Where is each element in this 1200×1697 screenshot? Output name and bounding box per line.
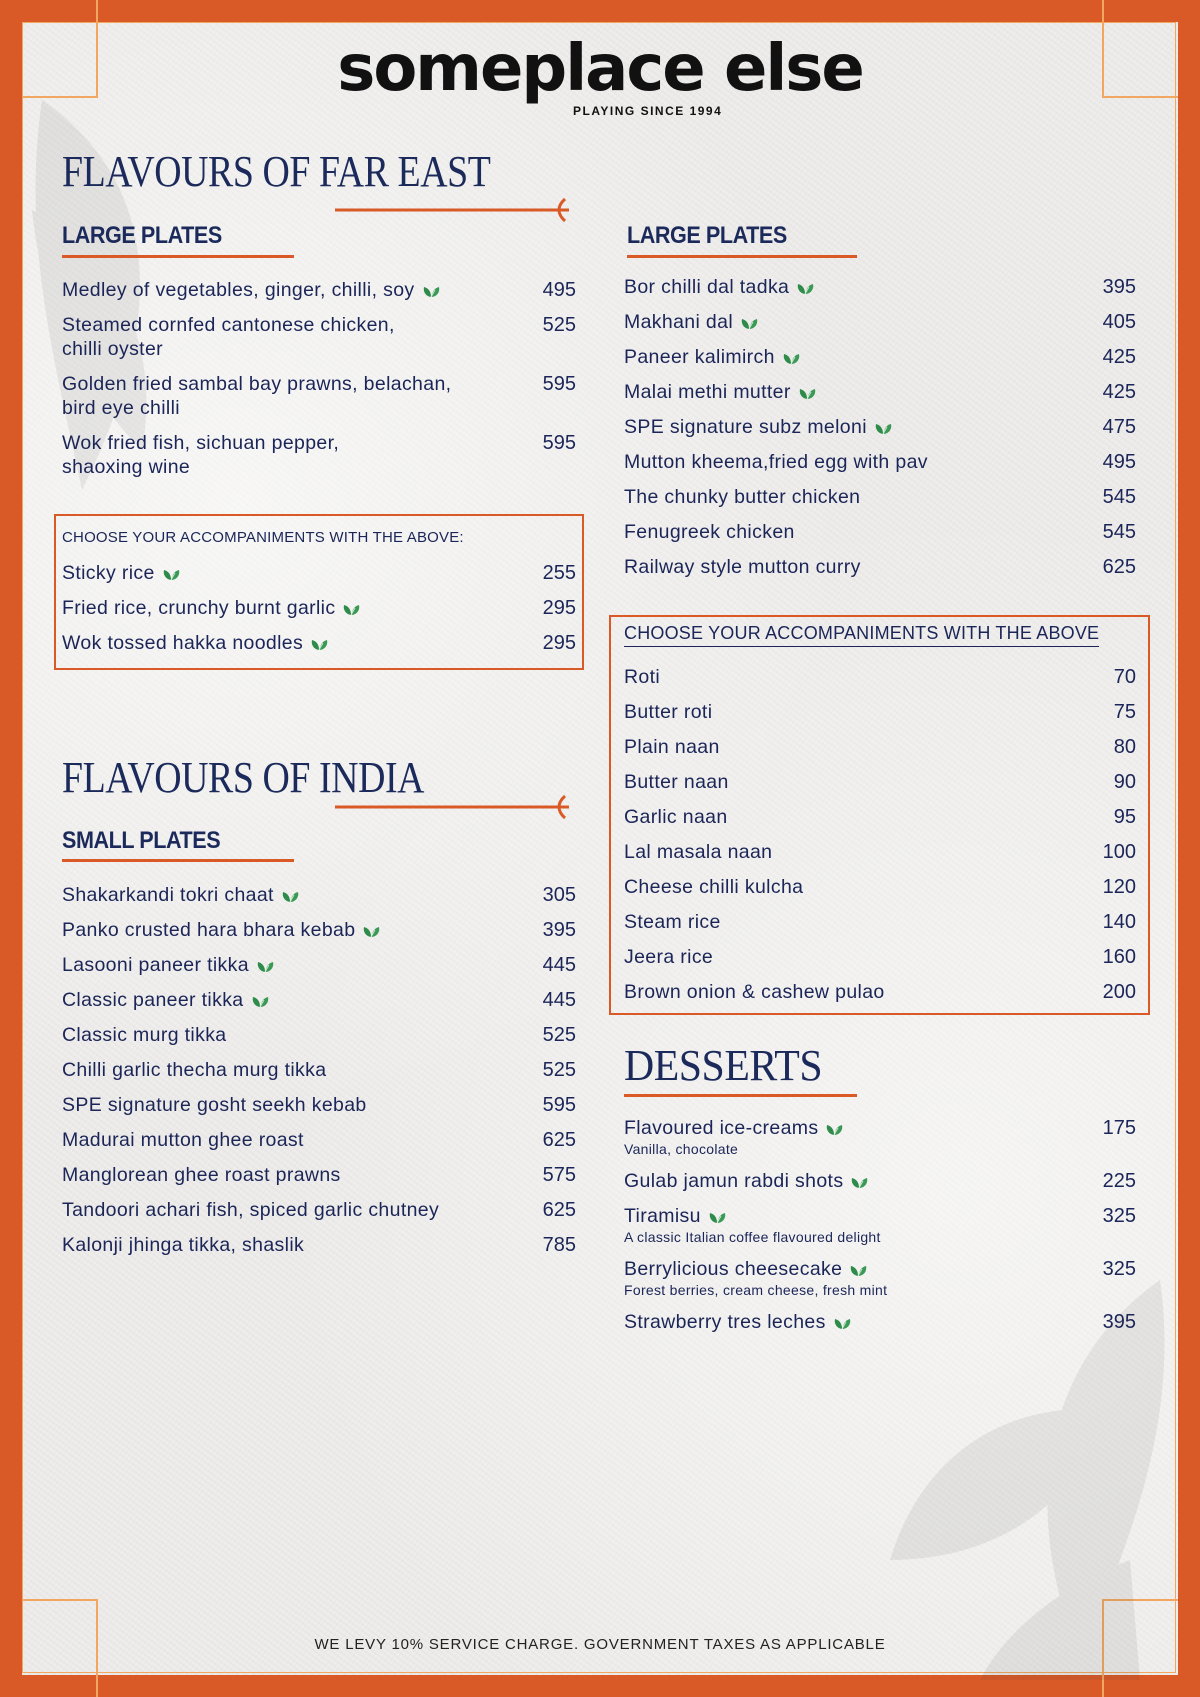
menu-item-price: 785 [542,1233,576,1256]
menu-item-name: Paneer kalimirch [624,345,775,368]
veg-leaf-icon [741,317,758,329]
menu-item-price: 120 [1102,875,1136,898]
menu-item [624,339,1136,374]
menu-item-name: Gulab jamun rabdi shots [624,1169,844,1192]
menu-item-description: Forest berries, cream cheese, fresh mint [624,1281,888,1298]
service-charge-note: WE LEVY 10% SERVICE CHARGE. GOVERNMENT TAXES AS APPLICABLE [314,1636,886,1653]
menu-item [624,659,1136,694]
menu-item-price: 625 [542,1198,576,1221]
menu-item-description: A classic Italian coffee flavoured delight [624,1228,881,1245]
menu-item-price: 175 [1102,1116,1136,1139]
menu-item-price: 425 [1102,345,1136,368]
menu-item [62,307,576,366]
veg-leaf-icon [826,1123,843,1135]
menu-item [624,1198,1136,1251]
menu-item [624,514,1136,549]
menu-item [624,939,1136,974]
accompaniments-heading: CHOOSE YOUR ACCOMPANIMENTS WITH THE ABOVE [624,623,1099,647]
menu-item [624,1110,1136,1163]
menu-item-name: Railway style mutton curry [624,555,861,578]
arrow-divider-icon [335,198,571,222]
menu-item-name: Berrylicious cheesecake [624,1257,843,1280]
menu-item-price: 295 [542,596,576,619]
menu-item-name: Strawberry tres leches [624,1310,826,1333]
far-east-large-plates-list [62,272,576,484]
menu-item-price: 595 [542,431,576,454]
menu-item-name: Tandoori achari fish, spiced garlic chutney [62,1198,440,1221]
menu-item [624,799,1136,834]
menu-item [62,272,576,307]
menu-item [624,1251,1136,1304]
menu-item-price: 495 [542,278,576,301]
menu-item [624,409,1136,444]
veg-leaf-icon [799,387,816,399]
menu-item-name: SPE signature gosht seekh kebab [62,1093,367,1116]
subheading-underline [62,255,294,258]
menu-item-price: 325 [1102,1204,1136,1227]
menu-item-name: Fried rice, crunchy burnt garlic [62,596,336,619]
menu-item [624,694,1136,729]
menu-item-name: SPE signature subz meloni [624,415,867,438]
menu-item [624,1304,1136,1339]
menu-item-name: Wok fried fish, sichuan pepper, shaoxing wine [62,431,340,478]
menu-item [624,1163,1136,1198]
menu-item-price: 405 [1102,310,1136,333]
menu-item-name: Wok tossed hakka noodles [62,631,304,654]
desserts-underline [624,1094,857,1097]
menu-item-name: Fenugreek chicken [624,520,795,543]
veg-leaf-icon [851,1176,868,1188]
menu-item [624,304,1136,339]
menu-item-name: Classic paneer tikka [62,988,244,1011]
arrow-divider-icon [335,795,571,819]
menu-item [624,479,1136,514]
menu-item-name: Kalonji jhinga tikka, shaslik [62,1233,305,1256]
section-title-far-east: FLAVOURS OF FAR EAST [62,147,491,196]
far-east-accompaniments-list [62,555,576,660]
menu-item-name: Butter roti [624,700,713,723]
menu-item-name: Manglorean ghee roast prawns [62,1163,341,1186]
menu-item-price: 395 [1102,1310,1136,1333]
menu-item-price: 525 [542,313,576,336]
veg-leaf-icon [423,285,440,297]
veg-leaf-icon [343,603,360,615]
menu-item-price: 225 [1102,1169,1136,1192]
menu-item-description: Vanilla, chocolate [624,1140,739,1157]
veg-leaf-icon [834,1317,851,1329]
india-small-plates-list [62,877,576,1262]
menu-item-price: 525 [542,1023,576,1046]
menu-item-price: 75 [1113,700,1136,723]
menu-item-price: 255 [542,561,576,584]
menu-item [624,729,1136,764]
menu-item [62,555,576,590]
menu-item-price: 445 [542,988,576,1011]
veg-leaf-icon [163,568,180,580]
menu-item-price: 395 [542,918,576,941]
menu-item [624,374,1136,409]
veg-leaf-icon [252,995,269,1007]
menu-item-price: 575 [542,1163,576,1186]
veg-leaf-icon [282,890,299,902]
menu-item-price: 295 [542,631,576,654]
veg-leaf-icon [875,422,892,434]
menu-item-name: Chilli garlic thecha murg tikka [62,1058,327,1081]
menu-item-price: 545 [1102,485,1136,508]
veg-leaf-icon [850,1264,867,1276]
desserts-list [624,1110,1136,1339]
menu-item-name: Brown onion & cashew pulao [624,980,885,1003]
veg-leaf-icon [311,638,328,650]
menu-item-name: Shakarkandi tokri chaat [62,883,274,906]
subheading-underline [627,255,857,258]
menu-item-price: 140 [1102,910,1136,933]
menu-item-price: 70 [1113,665,1136,688]
menu-item-name: Jeera rice [624,945,714,968]
menu-item-name: The chunky butter chicken [624,485,861,508]
menu-item [62,1227,576,1262]
menu-item-name: Malai methi mutter [624,380,791,403]
menu-item-name: Lasooni paneer tikka [62,953,249,976]
menu-item-price: 625 [542,1128,576,1151]
menu-item [624,834,1136,869]
menu-item-name: Steam rice [624,910,721,933]
menu-item [62,912,576,947]
india-large-plates-list [624,269,1136,584]
menu-item-price: 95 [1113,805,1136,828]
menu-item [624,974,1136,1009]
menu-item-price: 160 [1102,945,1136,968]
subheading-large-plates: LARGE PLATES [62,222,222,249]
brand-tagline: PLAYING SINCE 1994 [573,104,723,118]
menu-item-price: 395 [1102,275,1136,298]
menu-item [62,982,576,1017]
menu-item-name: Butter naan [624,770,729,793]
menu-item-name: Mutton kheema,fried egg with pav [624,450,928,473]
menu-item-name: Cheese chilli kulcha [624,875,804,898]
veg-leaf-icon [709,1211,726,1223]
menu-item-price: 80 [1113,735,1136,758]
menu-item [62,425,576,484]
brand-logo: someplace else [337,32,863,106]
menu-item-name: Steamed cornfed cantonese chicken, chilli oyster [62,313,395,360]
menu-item-price: 595 [542,1093,576,1116]
menu-item-name: Plain naan [624,735,720,758]
menu-item-name: Lal masala naan [624,840,773,863]
menu-item-price: 625 [1102,555,1136,578]
menu-item [62,1052,576,1087]
menu-item-name: Classic murg tikka [62,1023,227,1046]
menu-item-name: Bor chilli dal tadka [624,275,790,298]
menu-item [62,947,576,982]
border-right [1178,0,1200,1697]
accompaniments-heading: CHOOSE YOUR ACCOMPANIMENTS WITH THE ABOVE: [62,529,464,546]
menu-item-price: 305 [542,883,576,906]
menu-item [624,549,1136,584]
menu-item-price: 545 [1102,520,1136,543]
menu-item [62,625,576,660]
menu-item [62,366,576,425]
menu-item [624,869,1136,904]
subheading-underline [62,859,294,862]
section-title-desserts: DESSERTS [624,1041,823,1090]
menu-item-name: Panko crusted hara bhara kebab [62,918,356,941]
menu-item-price: 595 [542,372,576,395]
menu-item-price: 90 [1113,770,1136,793]
menu-item-price: 475 [1102,415,1136,438]
india-accompaniments-list [624,659,1136,1009]
menu-item [62,1192,576,1227]
menu-item-price: 200 [1102,980,1136,1003]
menu-item [624,764,1136,799]
subheading-large-plates: LARGE PLATES [627,222,787,249]
menu-item-name: Sticky rice [62,561,155,584]
subheading-small-plates: SMALL PLATES [62,827,221,854]
menu-item-price: 445 [542,953,576,976]
menu-item [62,1087,576,1122]
menu-item [62,1122,576,1157]
menu-item-price: 325 [1102,1257,1136,1280]
menu-item-name: Medley of vegetables, ginger, chilli, soy [62,278,415,301]
menu-item [62,590,576,625]
veg-leaf-icon [797,282,814,294]
veg-leaf-icon [363,925,380,937]
menu-item-price: 100 [1102,840,1136,863]
veg-leaf-icon [257,960,274,972]
menu-item-price: 495 [1102,450,1136,473]
menu-item [62,1157,576,1192]
menu-item-name: Roti [624,665,661,688]
menu-item-name: Tiramisu [624,1204,701,1227]
menu-item-price: 425 [1102,380,1136,403]
menu-item [624,269,1136,304]
menu-item [62,877,576,912]
menu-item [62,1017,576,1052]
section-title-india: FLAVOURS OF INDIA [62,753,425,802]
menu-item [624,444,1136,479]
border-left [0,0,22,1697]
border-top [0,0,1200,22]
veg-leaf-icon [783,352,800,364]
menu-item-name: Madurai mutton ghee roast [62,1128,304,1151]
menu-item-name: Garlic naan [624,805,728,828]
menu-item-name: Makhani dal [624,310,733,333]
menu-item-name: Flavoured ice-creams [624,1116,819,1139]
menu-item-price: 525 [542,1058,576,1081]
menu-item-name: Golden fried sambal bay prawns, belachan, bird eye chilli [62,372,452,419]
menu-item [624,904,1136,939]
